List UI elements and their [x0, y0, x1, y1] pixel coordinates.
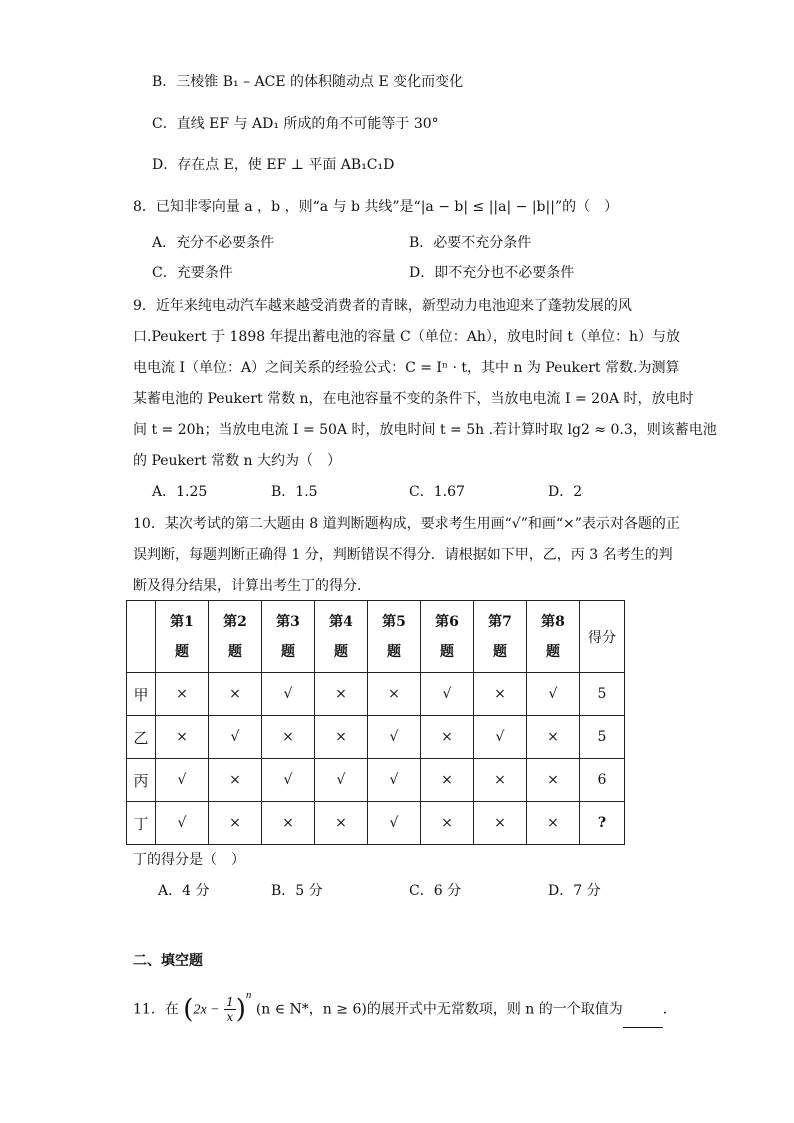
answer-blank[interactable] — [623, 1013, 663, 1028]
mark-cell: × — [156, 673, 209, 716]
q8-stem: 8．已知非零向量 a ，b ，则“a 与 b 共线”是“|a − b| ≤ ||a| − |b||”的（ ） — [133, 199, 619, 215]
mark-cell: √ — [368, 802, 421, 845]
mark-cell: √ — [262, 673, 315, 716]
table-header-row — [127, 601, 625, 673]
row-label: 丙 — [127, 759, 156, 802]
table-row — [127, 673, 625, 716]
q9-option-a: A．1.25 — [152, 484, 208, 500]
mark-cell: × — [527, 759, 580, 802]
mark-cell: × — [262, 802, 315, 845]
q9-line-3: 电电流 I（单位：A）之间关系的经验公式：C = Iⁿ · t，其中 n 为 Peukert 常数.为测算 — [133, 360, 680, 376]
q10-question: 丁的得分是（ ） — [133, 852, 245, 868]
mark-cell: √ — [156, 802, 209, 845]
mark-cell: × — [209, 802, 262, 845]
table-row — [127, 802, 625, 845]
mark-cell: √ — [368, 759, 421, 802]
mark-cell: × — [421, 802, 474, 845]
q9-line-1: 9．近年来纯电动汽车越来越受消费者的青睐，新型动力电池迎来了蓬勃发展的风 — [133, 298, 632, 314]
q7-option-d: D．存在点 E，使 EF ⊥ 平面 AB₁C₁D — [152, 157, 395, 173]
q10-option-a: A．4 分 — [158, 883, 210, 899]
mark-cell: × — [421, 759, 474, 802]
q10-line-1: 10．某次考试的第二大题由 8 道判断题构成，要求考生用画“√”和画“×”表示对各题的正 — [133, 516, 680, 532]
q9-line-2: 口.Peukert 于 1898 年提出蓄电池的容量 C（单位：Ah），放电时间 t（单位：h）与放 — [133, 329, 680, 345]
table-header-cell: 第8 题 — [527, 601, 580, 673]
q9-option-c: C．1.67 — [409, 484, 465, 500]
q8-option-a: A．充分不必要条件 — [152, 235, 275, 251]
mark-cell: √ — [262, 759, 315, 802]
mark-cell: √ — [209, 716, 262, 759]
table-header-cell: 第6 题 — [421, 601, 474, 673]
table-row — [127, 759, 625, 802]
q7-option-b: B．三棱锥 B₁ – ACE 的体积随动点 E 变化而变化 — [152, 74, 464, 90]
q11-prefix: 11．在 — [133, 1001, 179, 1018]
mark-cell: √ — [368, 716, 421, 759]
q11-expr: 2x − — [193, 1002, 220, 1018]
q8-option-d: D．即不充分也不必要条件 — [409, 265, 575, 281]
q11-fraction — [224, 995, 236, 1024]
q10-answer-table — [126, 600, 625, 845]
mark-cell: × — [209, 759, 262, 802]
q11-power: n — [245, 989, 252, 1001]
mark-cell: × — [262, 716, 315, 759]
mark-cell: √ — [421, 673, 474, 716]
q9-option-b: B．1.5 — [271, 484, 318, 500]
mark-cell: × — [315, 716, 368, 759]
section-title: 二、填空题 — [133, 953, 203, 969]
q11-stem — [133, 988, 677, 1028]
q10-line-2: 误判断，每题判断正确得 1 分，判断错误不得分．请根据如下甲，乙，丙 3 名考生的判 — [133, 547, 673, 563]
mark-cell: × — [315, 673, 368, 716]
q10-option-b: B．5 分 — [271, 883, 323, 899]
q10-option-c: C．6 分 — [409, 883, 462, 899]
score-cell: 6 — [580, 759, 625, 802]
mark-cell: × — [315, 802, 368, 845]
q11-end: ． — [662, 1001, 677, 1018]
score-cell: ? — [580, 802, 625, 845]
mark-cell: √ — [156, 759, 209, 802]
mark-cell: × — [474, 759, 527, 802]
score-cell: 5 — [580, 673, 625, 716]
frac-numerator: 1 — [226, 995, 234, 1010]
table-header-cell: 第2 题 — [209, 601, 262, 673]
table-header-cell: 第1 题 — [156, 601, 209, 673]
table-row — [127, 716, 625, 759]
mark-cell: √ — [474, 716, 527, 759]
mark-cell: × — [474, 802, 527, 845]
q11-suffix: 的展开式中无常数项，则 n 的一个取值为 — [366, 1001, 623, 1018]
table-score-header: 得分 — [580, 601, 625, 673]
q7-option-c: C．直线 EF 与 AD₁ 所成的角不可能等于 30° — [152, 116, 439, 132]
q9-line-4: 某蓄电池的 Peukert 常数 n，在电池容量不变的条件下，当放电电流 I = 20A 时，放电时 — [133, 391, 694, 407]
row-label: 丁 — [127, 802, 156, 845]
left-paren: ( — [183, 994, 194, 1025]
q11-condition: (n ∈ N*，n ≥ 6) — [255, 1001, 367, 1018]
row-label: 甲 — [127, 673, 156, 716]
table-header-cell: 第3 题 — [262, 601, 315, 673]
row-label: 乙 — [127, 716, 156, 759]
mark-cell: × — [209, 673, 262, 716]
q9-line-5: 间 t = 20h；当放电电流 I = 50A 时，放电时间 t = 5h .若计算时取 lg2 ≈ 0.3，则该蓄电池 — [133, 422, 717, 438]
mark-cell: × — [527, 802, 580, 845]
frac-denominator: x — [226, 1010, 234, 1025]
table-header-cell: 第5 题 — [368, 601, 421, 673]
q9-option-d: D．2 — [548, 484, 583, 500]
mark-cell: × — [421, 716, 474, 759]
q10-line-3: 断及得分结果，计算出考生丁的得分． — [133, 578, 371, 594]
mark-cell: √ — [315, 759, 368, 802]
q8-option-b: B．必要不充分条件 — [409, 235, 532, 251]
table-header-cell: 第7 题 — [474, 601, 527, 673]
mark-cell: × — [156, 716, 209, 759]
table-header-cell: 第4 题 — [315, 601, 368, 673]
mark-cell: √ — [527, 673, 580, 716]
mark-cell: × — [474, 673, 527, 716]
q8-option-c: C．充要条件 — [152, 265, 233, 281]
score-cell: 5 — [580, 716, 625, 759]
table-corner-cell — [127, 601, 156, 673]
mark-cell: × — [527, 716, 580, 759]
right-paren: ) — [235, 994, 246, 1025]
q9-line-6: 的 Peukert 常数 n 大约为（ ） — [133, 453, 341, 469]
q10-option-d: D．7 分 — [548, 883, 601, 899]
mark-cell: × — [368, 673, 421, 716]
